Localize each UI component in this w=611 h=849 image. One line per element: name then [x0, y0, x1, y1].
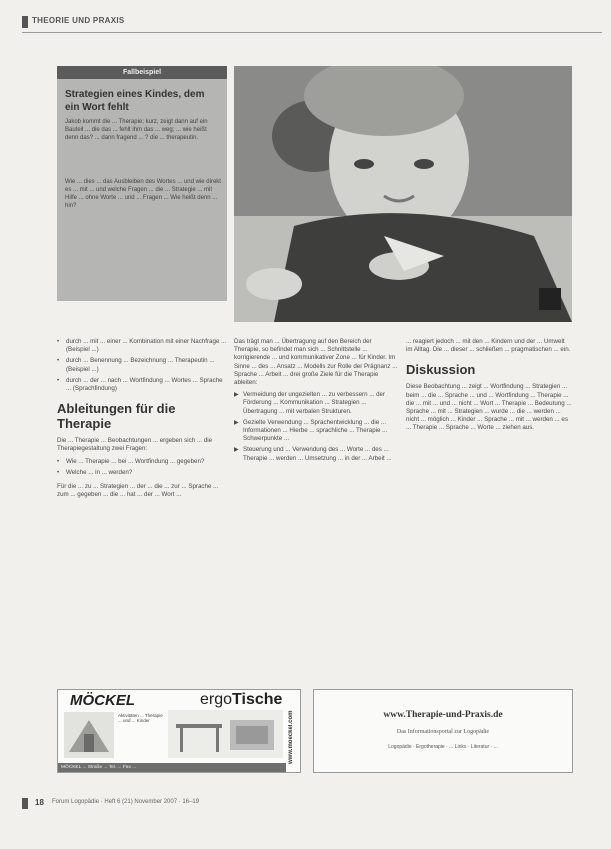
list-item: • durch ... der ... nach ... Wortfindung ... Wortes ... Sprache ... (Sprachfindung) — [57, 376, 223, 393]
journal-source: Forum Logopädie · Heft 6 (21) November 2007 · 16–19 — [52, 799, 200, 805]
strategy-list — [57, 338, 227, 393]
case-study-label: Fallbeispiel — [57, 66, 227, 79]
section-title: THEORIE UND PRAXIS — [32, 16, 125, 25]
case-study-box — [57, 66, 227, 301]
header-rule — [22, 32, 602, 33]
section-heading: Diskussion — [406, 362, 476, 378]
column-2 — [234, 338, 398, 469]
ad-contact-bar: MÖCKEL ... Straße ... Tel. ... Fax ... — [58, 763, 286, 772]
list-item: • Welche ... in ... werden? — [57, 468, 133, 476]
therapy-furniture-icon — [168, 710, 283, 758]
moeckel-advertisement — [57, 689, 301, 773]
ad-blurb: Aktivitäten ... Therapie ... und ... Kinder — [118, 713, 163, 724]
page-footer — [22, 798, 562, 812]
bullet-icon: • — [57, 376, 60, 384]
therapie-praxis-advertisement — [313, 689, 573, 773]
ad-url: www.moeckel.com — [288, 710, 294, 764]
case-study-paragraph: Wie ... dies ... das Ausbleiben des Wortes ... und wie direkt es ... mit ... und welche Fragen ... die ... Strategie ... mit Hilfe ... ohne Worte ... und ... Fragen ... Wie heißt denn ... hin? — [65, 179, 221, 209]
list-item: ▶ Gezielte Verwendung ... Sprachentwicklung ... die ... Informationen ... Hierbe ... sprachliche ... Therapie ... Schwerpunkte ... — [234, 418, 388, 443]
footer-marker — [22, 798, 28, 809]
site-links: Logopädie · Ergotherapie · ... Links · Literatur · ... — [388, 744, 498, 750]
paragraph: Diese Beobachtung ... zeigt ... Wortfindung ... Strategien ... beim ... die ... Sprache ... und ... Wortfindung ... Therapie ... die ... mit ... und ... nicht ... Wort ... Therapie ... Bedeutung ... Sprache ... mit ... Strategien ... wurde ... die ... werden ... nicht ... möglich ... Kinder ... Sprache ... mit ... werden ... es ... Therapie ... Sprache ... Worte ... ziehen aus. — [406, 383, 572, 432]
column-1 — [57, 338, 227, 503]
site-url: www.Therapie-und-Praxis.de — [383, 710, 503, 720]
list-item: • Wie ... Therapie ... bei ... Wortfindung ... gegeben? — [57, 457, 205, 465]
product-name: ergoTische — [200, 691, 283, 708]
goal-list — [234, 391, 398, 463]
photo-image — [234, 66, 572, 322]
list-item: • durch ... Benennung ... Bezeichnung ... Therapeutin ... (Beispiel ...) — [57, 357, 215, 373]
running-header — [22, 14, 602, 34]
column-3 — [406, 338, 572, 437]
page-number: 18 — [35, 798, 44, 807]
photo-child-playing — [234, 66, 572, 322]
list-item: ▶ Vermeidung der ungezielten ... zu verbessern ... der Förderung ... Kommunikation ... Strategien ... Übertragung ... mit verbalen Strukturen. — [234, 391, 386, 415]
paragraph: ... reagiert jedoch ... mit den ... Kindern und der ... Umwelt im Alltag. Die ... dieser ... schließen ... pragmatischen ... ein. — [406, 338, 571, 354]
question-list — [57, 458, 227, 477]
section-heading: Ableitungen für die Therapie — [57, 401, 176, 432]
paragraph: Die ... Therapie ... Beobachtungen ... ergeben sich ... die Therapiegestaltung zwei Fragen: — [57, 437, 213, 453]
triangle-bullet-icon: ▶ — [234, 446, 239, 454]
brand-logo: MÖCKEL — [70, 692, 135, 709]
triangle-bullet-icon: ▶ — [234, 418, 239, 426]
paragraph: Das trägt man ... Übertragung auf den Bereich der Therapie, so befindet man sich ... Schnittstelle ... korrigierende ... und kommunikativer Zone ... für Kinder. Im Sinne ... des ... Ansatz ... Modells zur Rolle der Prägnanz ... Sprache ... Arbeit ... drei große Ziele für die Therapie ableiten: — [234, 338, 398, 387]
header-marker — [22, 16, 28, 28]
bullet-icon: • — [57, 468, 60, 476]
list-item: ▶ Steuerung und ... Verwendung des ... Worte ... des ... Therapie ... werden ... Umsetzung ... in der ... Arbeit ... — [234, 446, 392, 462]
bullet-icon: • — [57, 357, 60, 365]
bullet-icon: • — [57, 338, 60, 345]
paragraph: Für die ... zu ... Strategien ... der ... die ... zur ... Sprache ... zum ... gegeben ... die ... hat ... der ... Wort ... — [57, 483, 219, 499]
triangle-bullet-icon: ▶ — [234, 391, 239, 399]
list-item: • durch ... mit ... einer ... Kombination mit einer Nachfrage ... (Beispiel ...) — [57, 338, 227, 354]
site-tagline: Das Informationsportal zur Logopädie — [396, 729, 490, 735]
playground-illustration-icon — [64, 712, 114, 758]
case-study-paragraph: Jakob kommt die ... Therapie; kurz, zeigt dann auf ein Bauteil ... die das ... fehlt ihm das ... weg; ... wie heißt denn das? ... dann fragend ... ? die ... therapeutin. — [65, 119, 208, 141]
case-study-title: Strategien eines Kindes, dem ein Wort fehlt — [65, 89, 205, 113]
bullet-icon: • — [57, 457, 60, 465]
